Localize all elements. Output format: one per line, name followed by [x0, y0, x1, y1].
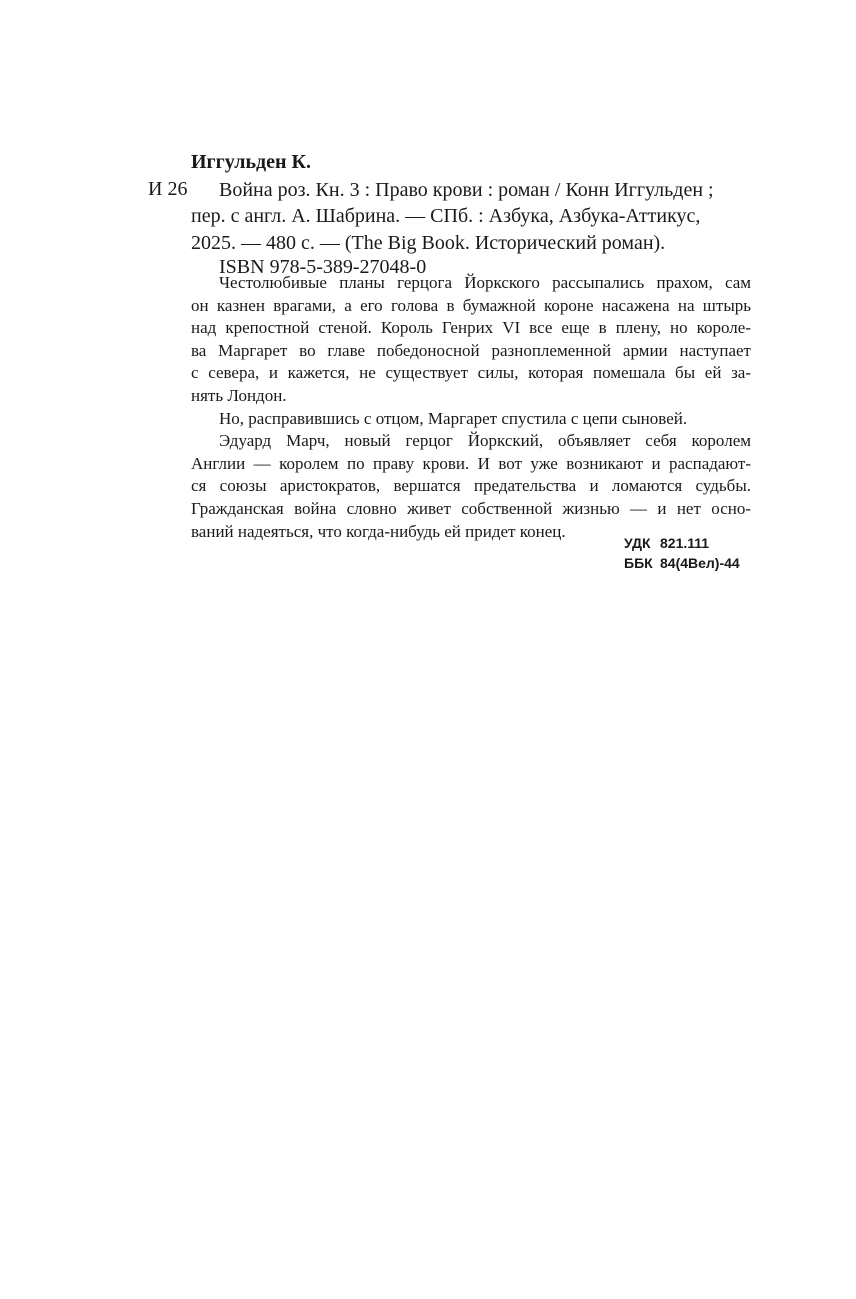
annotation-line: Честолюбивые планы герцога Йоркского рассыпались прахом, сам	[219, 273, 751, 292]
annotation-line: над крепостной стеной. Король Генрих VI все еще в плену, но короле-	[191, 318, 751, 338]
udk-row	[624, 533, 740, 553]
annotation	[191, 272, 751, 543]
annotation-line: ва Маргарет во главе победоносной разноплеменной армии наступает	[191, 340, 751, 360]
annotation-paragraph-3	[191, 430, 751, 543]
author-heading: Иггульден К.	[191, 151, 312, 173]
annotation-paragraph-2	[191, 408, 751, 431]
bbk-value: 84(4Вел)-44	[660, 555, 740, 571]
bib-line: 2025. — 480 с. — (The Big Book. Исторический роман).	[191, 231, 666, 254]
annotation-line: с севера, и кажется, не существует силы, которая помешала бы ей за-	[191, 363, 751, 383]
bib-line: пер. с англ. А. Шабрина. — СПб. : Азбука, Азбука-Аттикус,	[191, 205, 701, 228]
annotation-line: нять Лондон.	[191, 385, 287, 405]
bbk-row	[624, 553, 740, 573]
isbn: ISBN 978-5-389-27048-0	[219, 256, 427, 278]
annotation-line: Гражданская война словно живет собственной жизнью — и нет осно-	[191, 498, 751, 518]
bbk-label: ББК	[624, 555, 653, 571]
udk-label: УДК	[624, 535, 651, 551]
udk-value: 821.111	[660, 535, 710, 551]
author-mark-code: И 26	[148, 178, 188, 200]
annotation-line: он казнен врагами, а его голова в бумажной короне насажена на штырь	[191, 295, 751, 315]
annotation-line: Но, расправившись с отцом, Маргарет спустила с цепи сыновей.	[219, 408, 688, 428]
annotation-line: Эдуард Марч, новый герцог Йоркский, объявляет себя королем	[219, 431, 751, 451]
bib-line: Война роз. Кн. 3 : Право крови : роман / Конн Иггульден ;	[219, 179, 714, 201]
annotation-line: Англии — королем по праву крови. И вот уже возникают и распадают-	[191, 453, 751, 473]
annotation-line: ся союзы аристократов, вершатся предательства и ломаются судьбы.	[191, 476, 751, 496]
classification-indices	[624, 533, 740, 573]
bibliographic-description	[191, 177, 751, 256]
annotation-line: ваний надеяться, что когда-нибудь ей придет конец.	[191, 521, 566, 541]
annotation-paragraph-1	[191, 272, 751, 408]
